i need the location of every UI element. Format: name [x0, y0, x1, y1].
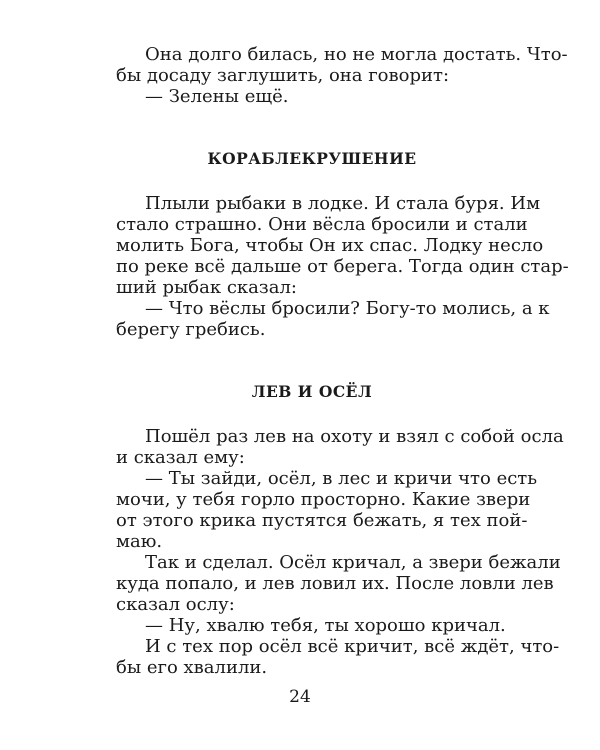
shipwreck-story: [116, 193, 569, 340]
text-line: берегу гребись.: [116, 319, 266, 340]
text-line: Плыли рыбаки в лодке. И стала буря. Им: [145, 193, 541, 214]
text-line: молить Бога, чтобы Он их спас. Лодку несло: [116, 235, 544, 256]
text-line: И с тех пор осёл всё кричит, всё ждёт, что-: [145, 636, 560, 657]
text-line: — Что вёслы бросили? Богу-то молись, а к: [145, 298, 550, 319]
text-line: Она долго билась, но не могла достать. Что-: [145, 44, 568, 65]
text-line: мочи, у тебя горло просторно. Какие звери: [116, 489, 531, 510]
text-line: ший рыбак сказал:: [116, 277, 297, 298]
text-line: — Зелены ещё.: [145, 86, 289, 107]
text-line: по реке всё дальше от берега. Тогда один стар-: [116, 256, 569, 277]
text-line: маю.: [116, 531, 163, 552]
text-line: и сказал ему:: [116, 447, 245, 468]
section-title-lion-and-donkey: ЛЕВ И ОСЁЛ: [251, 382, 373, 401]
section-title-shipwreck: КОРАБЛЕКРУШЕНИЕ: [207, 149, 417, 168]
text-line: — Ну, хвалю тебя, ты хорошо кричал.: [145, 615, 506, 636]
text-line: бы досаду заглушить, она говорит:: [116, 65, 450, 86]
page-number: 24: [289, 687, 311, 707]
text-column: [116, 44, 569, 678]
lion-and-donkey-story: [116, 426, 564, 678]
text-line: бы его хвалили.: [116, 657, 268, 678]
text-line: от этого крика пустятся бежать, я тех пой-: [116, 510, 528, 531]
text-line: Так и сделал. Осёл кричал, а звери бежали: [145, 552, 561, 573]
text-line: стало страшно. Они вёсла бросили и стали: [116, 214, 528, 235]
text-line: — Ты зайди, осёл, в лес и кричи что есть: [145, 468, 538, 489]
text-line: Пошёл раз лев на охоту и взял с собой осла: [145, 426, 564, 447]
text-line: сказал ослу:: [116, 594, 235, 615]
fable-ending-paragraph: [116, 44, 568, 107]
text-line: куда попало, и лев ловил их. После ловли лев: [116, 573, 554, 594]
